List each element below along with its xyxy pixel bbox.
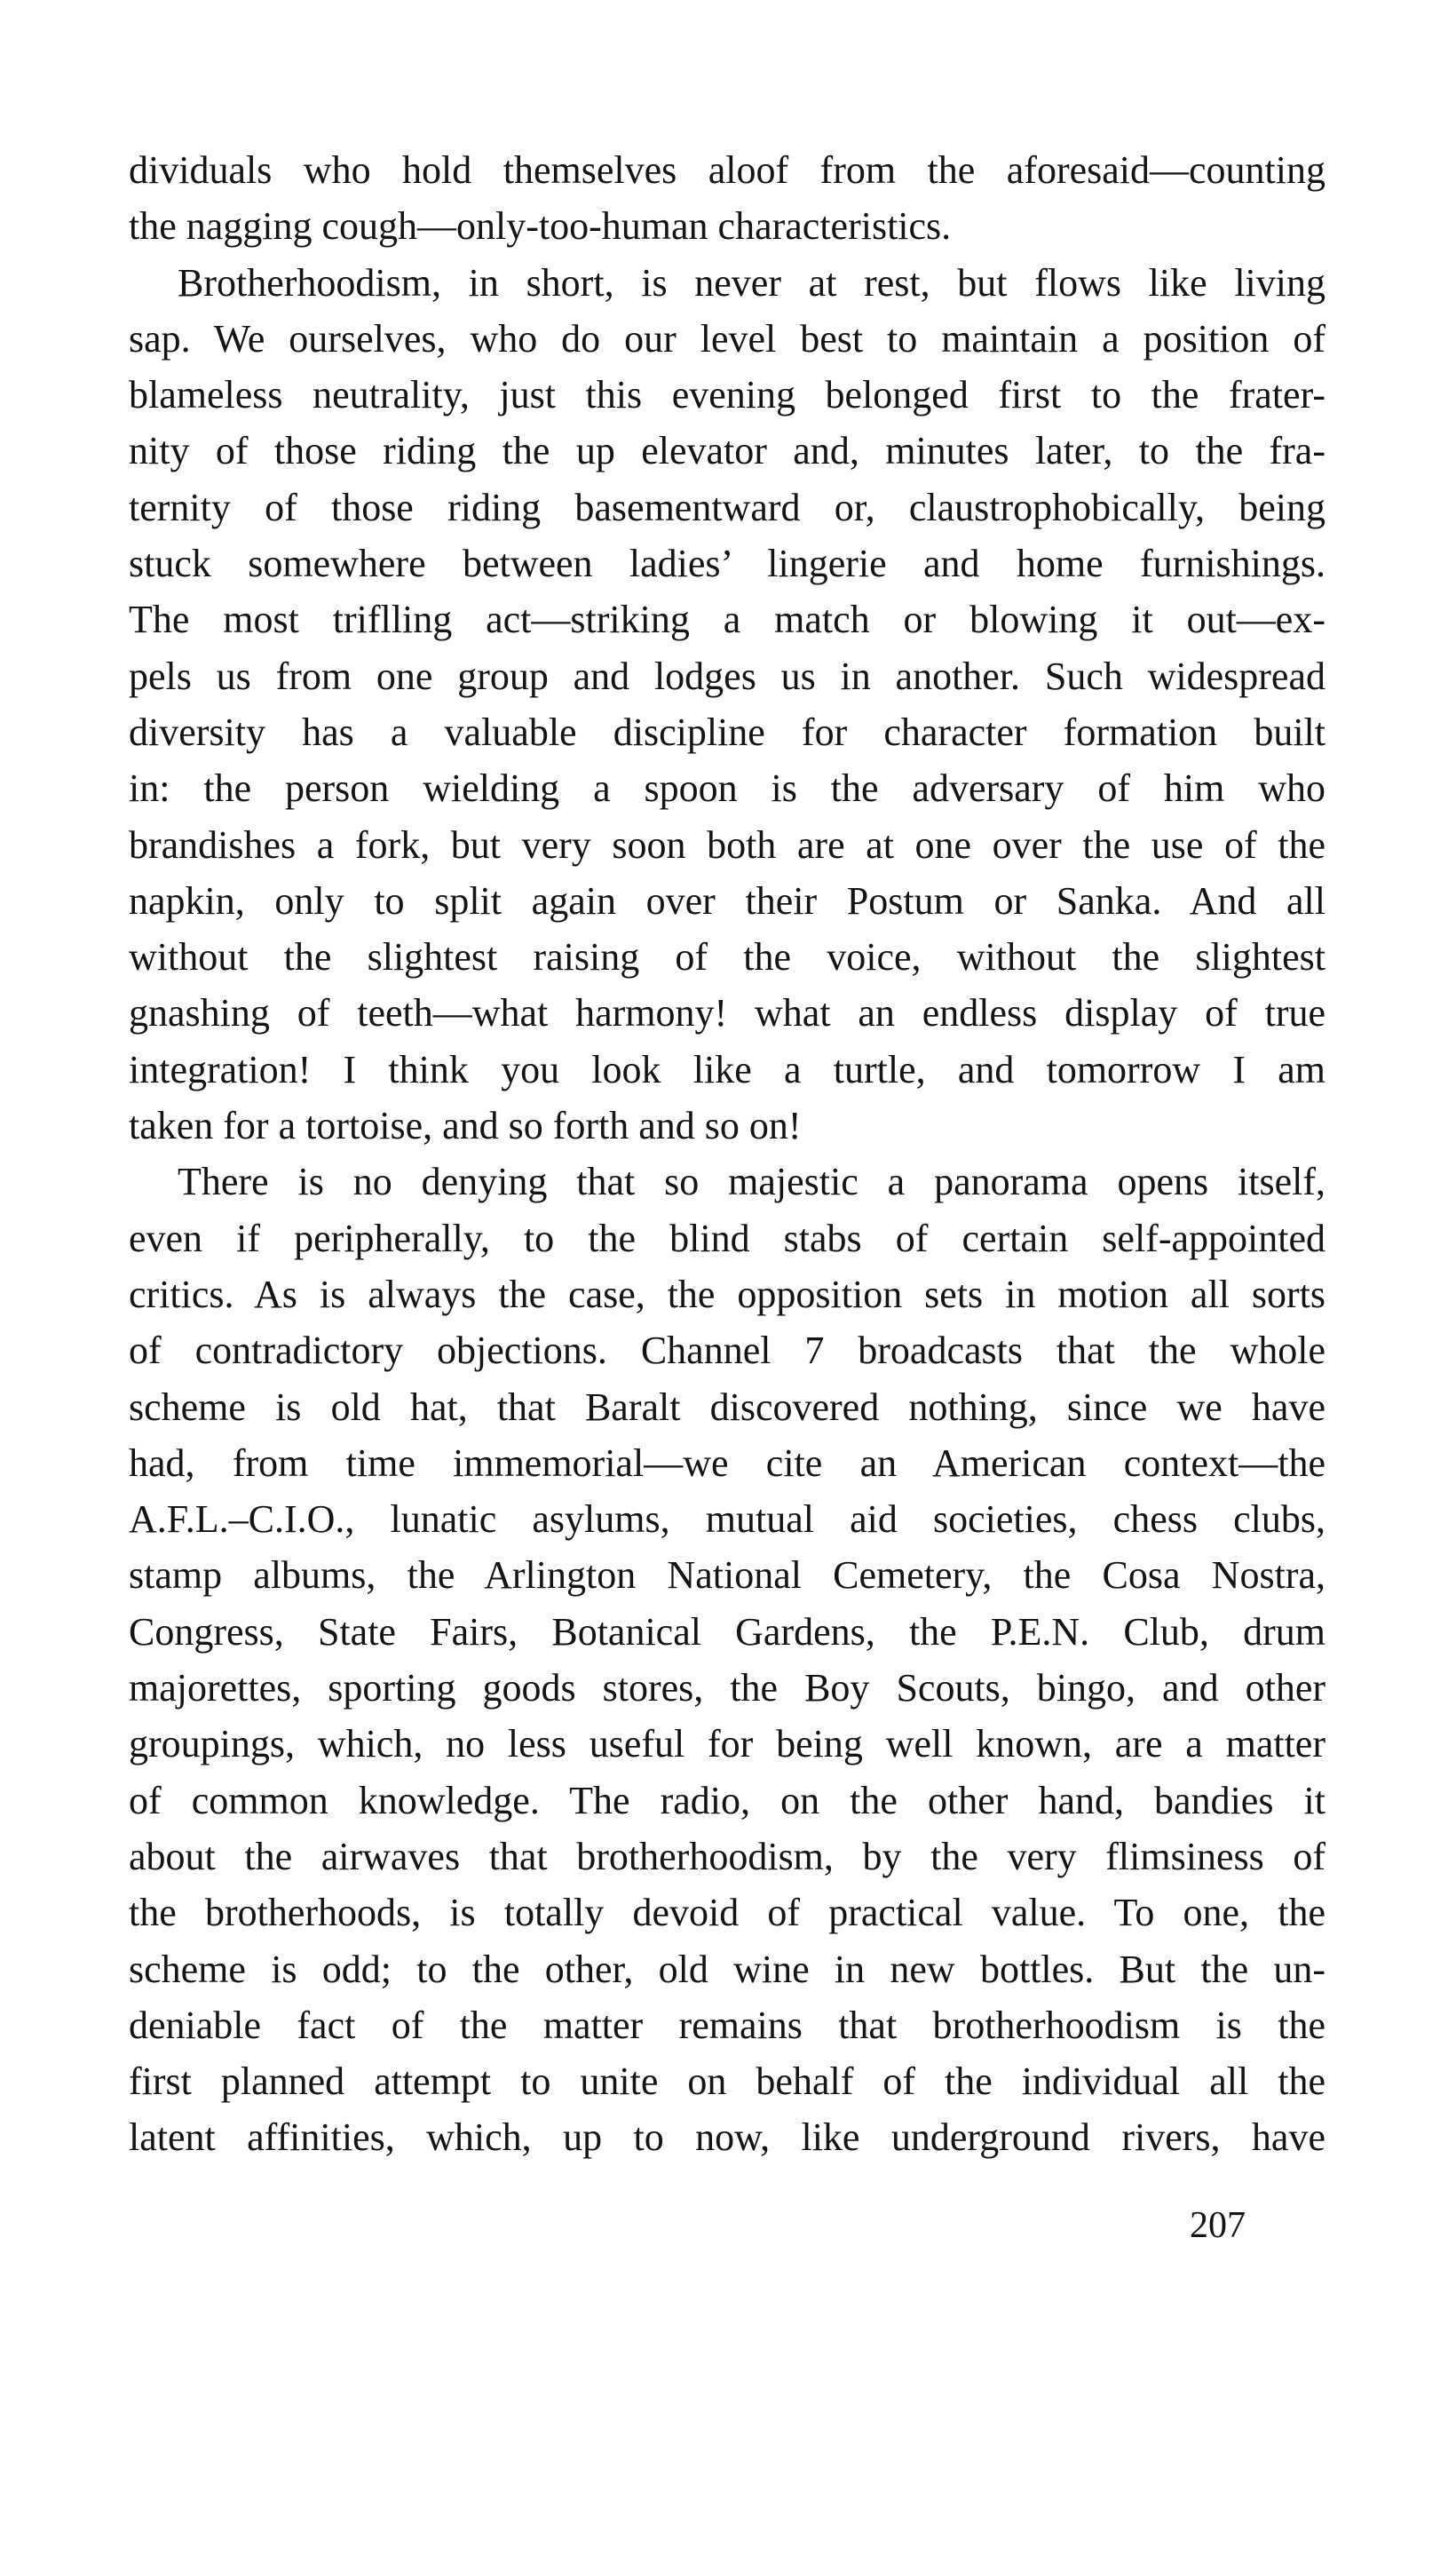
text-line: of contradictory objections. Channel 7 broadcasts that the whole — [129, 1329, 1325, 1373]
text-line: pels us from one group and lodges us in another. Such widespread — [129, 654, 1325, 698]
text-line: brandishes a fork, but very soon both are at one over the use of the — [129, 822, 1325, 867]
paragraph — [129, 255, 1325, 1155]
text-line: critics. As is always the case, the opposition sets in motion all sorts — [129, 1272, 1325, 1316]
text-line: ternity of those riding basementward or, claustrophobically, being — [129, 485, 1325, 529]
text-line: had, from time immemorial—we cite an American context—the — [129, 1440, 1325, 1485]
paragraph — [129, 1154, 1325, 2165]
text-line: even if peripherally, to the blind stabs of certain self-appointed — [129, 1216, 1325, 1260]
text-line: latent affinities, which, up to now, like underground rivers, have — [129, 2115, 1325, 2160]
text-line: the nagging cough—only-too-human characteristics. — [129, 204, 952, 249]
text-line: majorettes, sporting goods stores, the Boy Scouts, bingo, and other — [129, 1666, 1325, 1710]
text-line: There is no denying that so majestic a panorama opens itself, — [178, 1160, 1325, 1204]
text-line: taken for a tortoise, and so forth and so on! — [129, 1104, 802, 1148]
text-line: Congress, State Fairs, Botanical Gardens, the P.E.N. Club, drum — [129, 1609, 1325, 1654]
text-line: the brotherhoods, is totally devoid of practical value. To one, the — [129, 1891, 1325, 1935]
text-line: scheme is odd; to the other, old wine in new bottles. But the un- — [129, 1947, 1325, 1991]
text-line: integration! I think you look like a turtle, and tomorrow I am — [129, 1047, 1325, 1091]
text-line: stamp albums, the Arlington National Cemetery, the Cosa Nostra, — [129, 1553, 1325, 1598]
text-line: A.F.L.–C.I.O., lunatic asylums, mutual aid societies, chess clubs, — [129, 1497, 1325, 1542]
text-line: first planned attempt to unite on behalf of the individual all the — [129, 2059, 1325, 2104]
text-line: deniable fact of the matter remains that brotherhoodism is the — [129, 2003, 1325, 2047]
text-line: nity of those riding the up elevator and, minutes later, to the fra- — [129, 429, 1325, 473]
text-line: groupings, which, no less useful for being well known, are a matter — [129, 1722, 1325, 1766]
text-line: sap. We ourselves, who do our level best to maintain a position of — [129, 316, 1325, 361]
text-line: in: the person wielding a spoon is the adversary of him who — [129, 766, 1325, 811]
text-line: of common knowledge. The radio, on the other hand, bandies it — [129, 1778, 1325, 1822]
text-line: scheme is old hat, that Baralt discovered nothing, since we have — [129, 1385, 1325, 1429]
text-line: gnashing of teeth—what harmony! what an endless display of true — [129, 991, 1325, 1036]
text-line: napkin, only to split again over their Postum or Sanka. And all — [129, 878, 1325, 923]
text-line: about the airwaves that brotherhoodism, by the very flimsiness of — [129, 1834, 1325, 1878]
text-line: without the slightest raising of the voice, without the slightest — [129, 935, 1325, 980]
text-line: stuck somewhere between ladies’ lingerie and home furnishings. — [129, 542, 1325, 586]
text-line: The most triflling act—striking a match or blowing it out—ex- — [129, 598, 1325, 642]
text-line: dividuals who hold themselves aloof from the aforesaid—counting — [129, 148, 1325, 192]
text-line: Brotherhoodism, in short, is never at rest, but flows like living — [178, 260, 1325, 305]
text-line: diversity has a valuable discipline for character formation built — [129, 710, 1325, 754]
page-number: 207 — [1190, 2205, 1246, 2246]
text-line: blameless neutrality, just this evening belonged first to the frater- — [129, 373, 1325, 417]
paragraph — [129, 142, 1325, 255]
page-body — [129, 142, 1325, 2166]
